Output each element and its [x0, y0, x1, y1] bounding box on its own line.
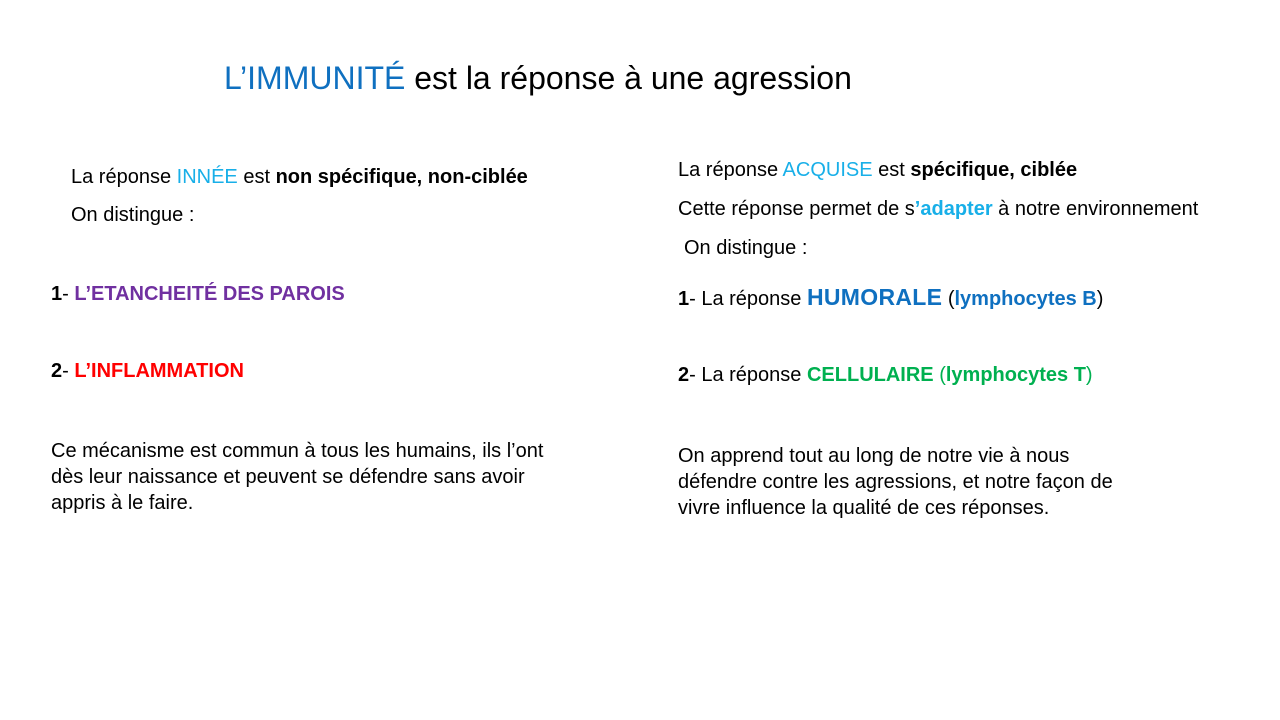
left-paragraph-line: dès leur naissance et peuvent se défendre sans avoir	[51, 466, 525, 488]
acquise-keyword: ACQUISE	[782, 159, 873, 181]
left-distinguish: On distingue :	[71, 204, 195, 226]
left-item-2-number: 2	[51, 360, 63, 382]
adapt-keyword: ’adapter	[914, 198, 993, 220]
innee-definition: non spécifique, non-ciblée	[275, 166, 528, 188]
right-item-1-paren-close: )	[1096, 288, 1104, 310]
right-item-2-paren-open: (	[933, 364, 946, 386]
adapt-pre: Cette réponse permet de s	[678, 198, 915, 220]
left-paragraph	[51, 438, 543, 516]
left-item-2	[51, 358, 244, 384]
acquise-definition: spécifique, ciblée	[910, 159, 1078, 181]
innee-intro-pre: La réponse	[71, 166, 177, 188]
lymphocytes-t-label: lymphocytes T	[945, 364, 1086, 386]
right-item-1-number: 1	[678, 288, 690, 310]
slide-title	[224, 56, 852, 100]
right-paragraph-line: On apprend tout au long de notre vie à nous	[678, 445, 1070, 467]
acquise-intro-mid: est	[872, 159, 911, 181]
inflammation-label: L’INFLAMMATION	[74, 360, 244, 382]
right-distinguish: On distingue :	[684, 237, 808, 259]
left-item-1-sep: -	[62, 283, 75, 305]
humorale-label: HUMORALE	[806, 284, 943, 310]
acquise-intro	[678, 157, 1077, 183]
right-paragraph-line: vivre influence la qualité de ces réponses.	[678, 497, 1050, 519]
acquise-intro-pre: La réponse	[678, 159, 783, 181]
lymphocytes-b-label: lymphocytes B	[954, 288, 1097, 310]
right-item-2	[678, 362, 1093, 388]
right-item-2-number: 2	[678, 364, 690, 386]
left-paragraph-line: Ce mécanisme est commun à tous les humains, ils l’ont	[51, 440, 544, 462]
left-item-2-sep: -	[62, 360, 75, 382]
innee-intro-mid: est	[237, 166, 276, 188]
right-item-2-paren-close: )	[1085, 364, 1093, 386]
innee-intro	[71, 164, 528, 190]
right-item-2-sep: - La réponse	[689, 364, 807, 386]
adapt-post: à notre environnement	[992, 198, 1199, 220]
title-rest: est la réponse à une agression	[405, 60, 852, 96]
innee-keyword: INNÉE	[176, 166, 238, 188]
etancheite-label: L’ETANCHEITÉ DES PAROIS	[74, 283, 345, 305]
title-accent: L’IMMUNITÉ	[224, 60, 406, 96]
right-paragraph	[678, 443, 1113, 521]
left-item-1	[51, 281, 345, 307]
left-item-1-number: 1	[51, 283, 63, 305]
right-item-1-sep: - La réponse	[689, 288, 807, 310]
left-paragraph-line: appris à le faire.	[51, 492, 194, 514]
right-item-1	[678, 284, 1103, 312]
cellulaire-label: CELLULAIRE	[806, 364, 934, 386]
right-item-1-paren-open: (	[942, 288, 955, 310]
right-paragraph-line: défendre contre les agressions, et notre façon de	[678, 471, 1113, 493]
adapt-line	[678, 196, 1198, 222]
